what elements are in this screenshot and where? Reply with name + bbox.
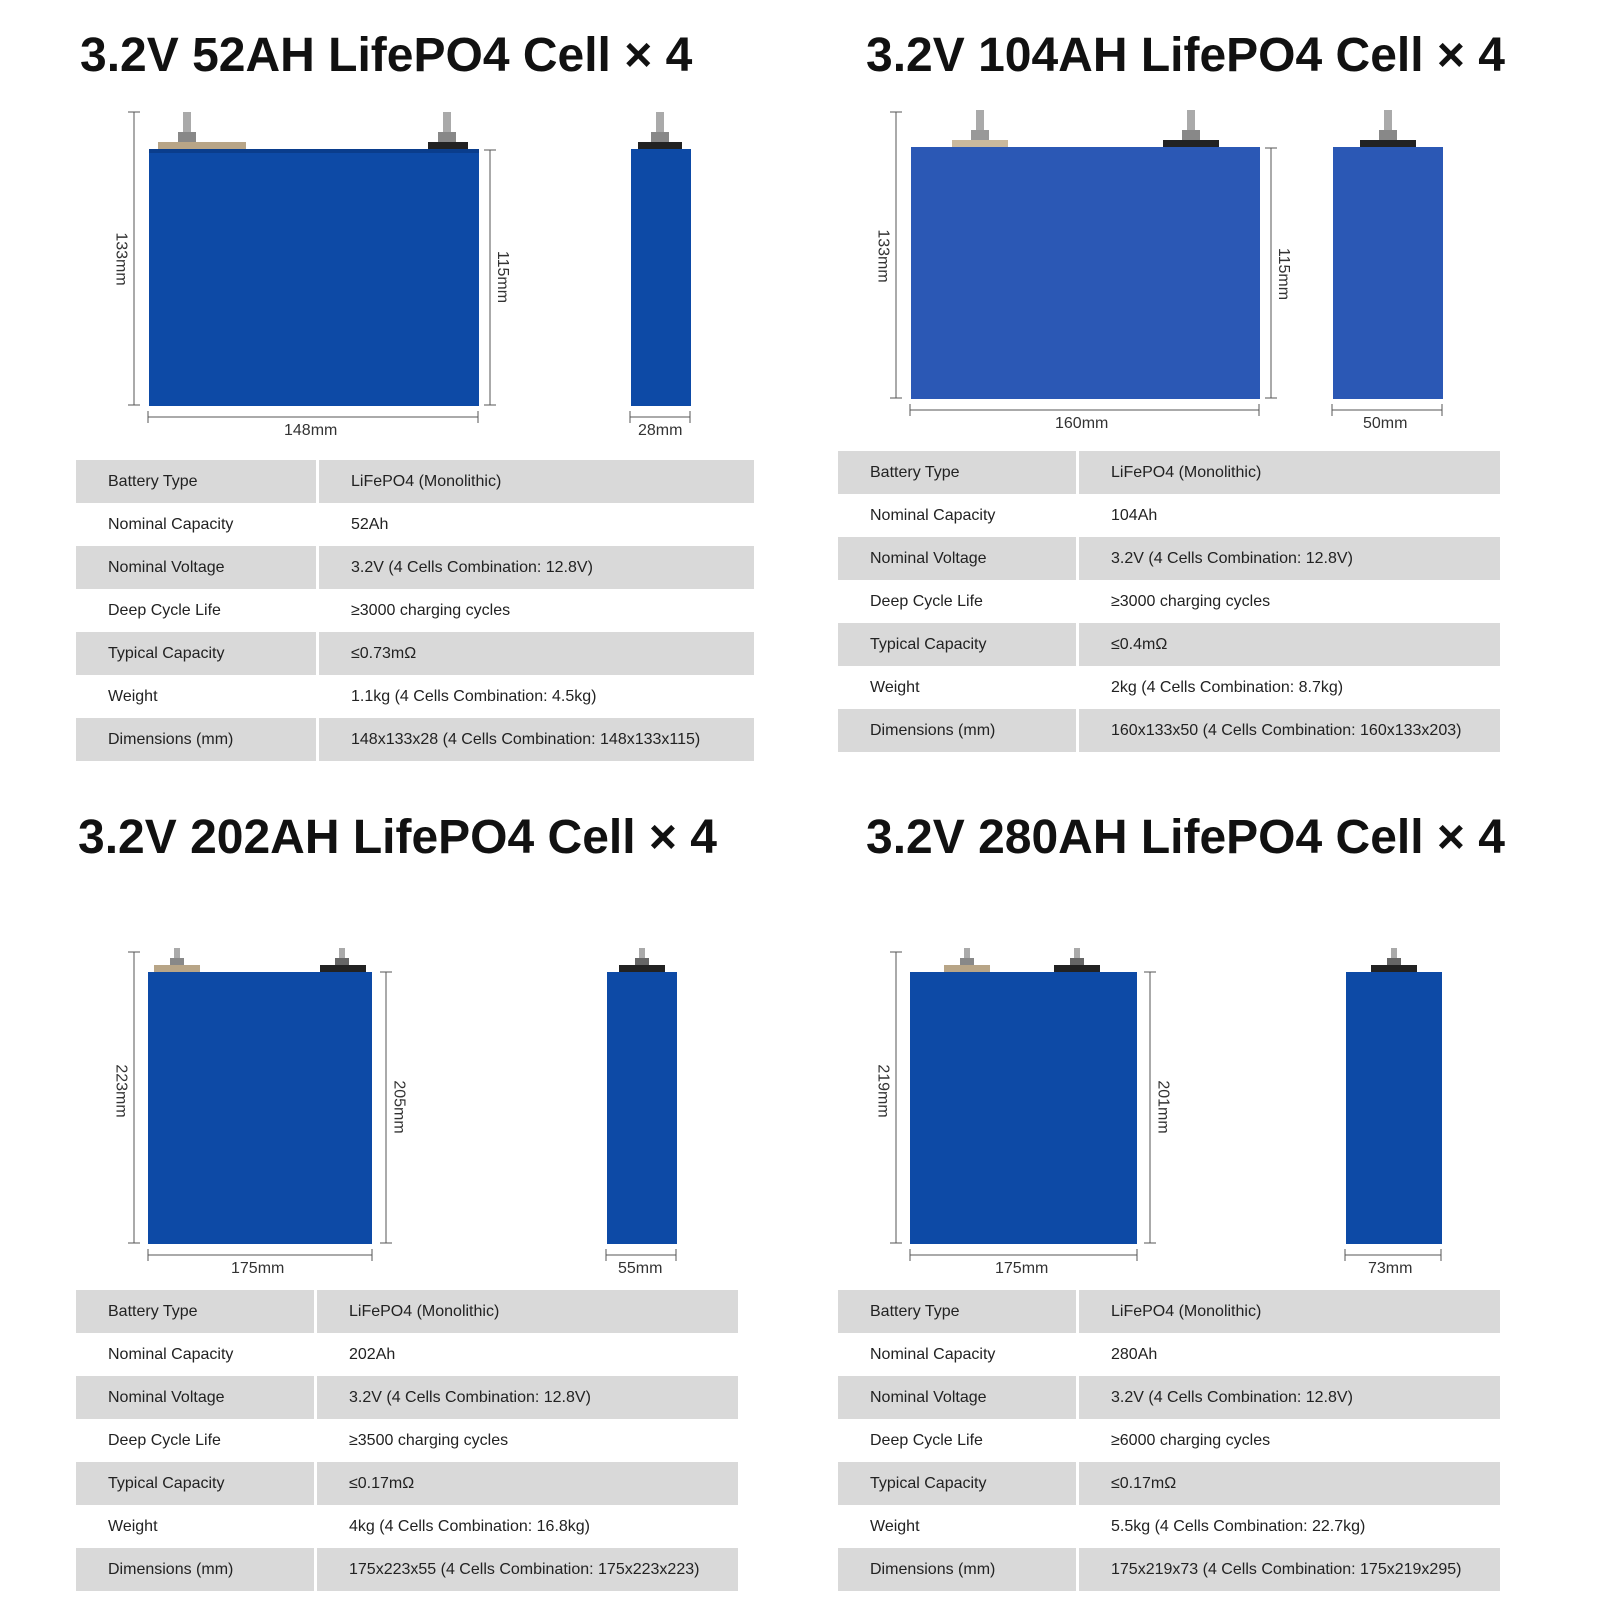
spec-row: Nominal Capacity 202Ah [76,1333,738,1376]
cell-side-face [631,149,691,406]
thickness-label: 50mm [1363,415,1408,432]
spec-table [838,451,1500,752]
spec-row: Nominal Voltage 3.2V (4 Cells Combination: 12.8V) [838,537,1500,580]
panel-title: 3.2V 104AH LifePO4 Cell × 4 [866,29,1505,82]
thickness-label: 28mm [638,422,683,439]
width-label: 148mm [284,422,338,439]
width-label: 160mm [1055,415,1109,432]
cell-side-face [607,972,677,1244]
height-body-label: 115mm [1275,247,1293,301]
cell-front-face [148,972,372,1244]
spec-row: Typical Capacity ≤0.17mΩ [76,1462,738,1505]
spec-row: Battery Type LiFePO4 (Monolithic) [838,1290,1500,1333]
cell-front-face [149,149,479,406]
panel-title: 3.2V 280AH LifePO4 Cell × 4 [866,811,1505,864]
spec-table [76,1290,738,1591]
spec-row: Weight 1.1kg (4 Cells Combination: 4.5kg) [76,675,754,718]
spec-row: Deep Cycle Life ≥3000 charging cycles [838,580,1500,623]
spec-row: Battery Type LiFePO4 (Monolithic) [76,460,754,503]
spec-row: Nominal Voltage 3.2V (4 Cells Combination: 12.8V) [76,1376,738,1419]
panel-title: 3.2V 52AH LifePO4 Cell × 4 [80,29,693,82]
thickness-label: 73mm [1368,1260,1413,1277]
spec-row: Typical Capacity ≤0.73mΩ [76,632,754,675]
spec-row: Typical Capacity ≤0.4mΩ [838,623,1500,666]
spec-row: Weight 2kg (4 Cells Combination: 8.7kg) [838,666,1500,709]
spec-row: Nominal Capacity 280Ah [838,1333,1500,1376]
height-body-label: 115mm [494,250,512,304]
height-total-label: 133mm [112,232,130,286]
spec-row: Dimensions (mm) 148x133x28 (4 Cells Combination: 148x133x115) [76,718,754,761]
spec-row: Weight 5.5kg (4 Cells Combination: 22.7kg) [838,1505,1500,1548]
cell-side-face [1333,147,1443,399]
height-total-label: 133mm [874,229,892,283]
spec-row: Nominal Capacity 104Ah [838,494,1500,537]
panel-202ah [0,800,800,1600]
spec-row: Deep Cycle Life ≥3000 charging cycles [76,589,754,632]
spec-row: Deep Cycle Life ≥6000 charging cycles [838,1419,1500,1462]
panel-52ah [0,0,800,790]
spec-row: Deep Cycle Life ≥3500 charging cycles [76,1419,738,1462]
panel-104ah [800,0,1600,790]
spec-row: Nominal Voltage 3.2V (4 Cells Combination: 12.8V) [838,1376,1500,1419]
width-label: 175mm [995,1260,1049,1277]
panel-280ah [800,800,1600,1600]
spec-row: Nominal Voltage 3.2V (4 Cells Combination: 12.8V) [76,546,754,589]
spec-row: Battery Type LiFePO4 (Monolithic) [76,1290,738,1333]
spec-row: Nominal Capacity 52Ah [76,503,754,546]
spec-table [76,460,754,761]
height-total-label: 223mm [112,1064,130,1118]
cell-front-face [910,972,1137,1244]
spec-row: Battery Type LiFePO4 (Monolithic) [838,451,1500,494]
height-body-label: 201mm [1154,1080,1172,1134]
spec-row: Weight 4kg (4 Cells Combination: 16.8kg) [76,1505,738,1548]
spec-row: Typical Capacity ≤0.17mΩ [838,1462,1500,1505]
width-label: 175mm [231,1260,285,1277]
panel-title: 3.2V 202AH LifePO4 Cell × 4 [78,811,717,864]
cell-front-face [911,147,1260,399]
thickness-label: 55mm [618,1260,663,1277]
spec-row: Dimensions (mm) 175x219x73 (4 Cells Combination: 175x219x295) [838,1548,1500,1591]
spec-row: Dimensions (mm) 175x223x55 (4 Cells Combination: 175x223x223) [76,1548,738,1591]
spec-row: Dimensions (mm) 160x133x50 (4 Cells Combination: 160x133x203) [838,709,1500,752]
cell-side-face [1346,972,1442,1244]
spec-table [838,1290,1500,1591]
height-total-label: 219mm [874,1064,892,1118]
height-body-label: 205mm [390,1080,408,1134]
